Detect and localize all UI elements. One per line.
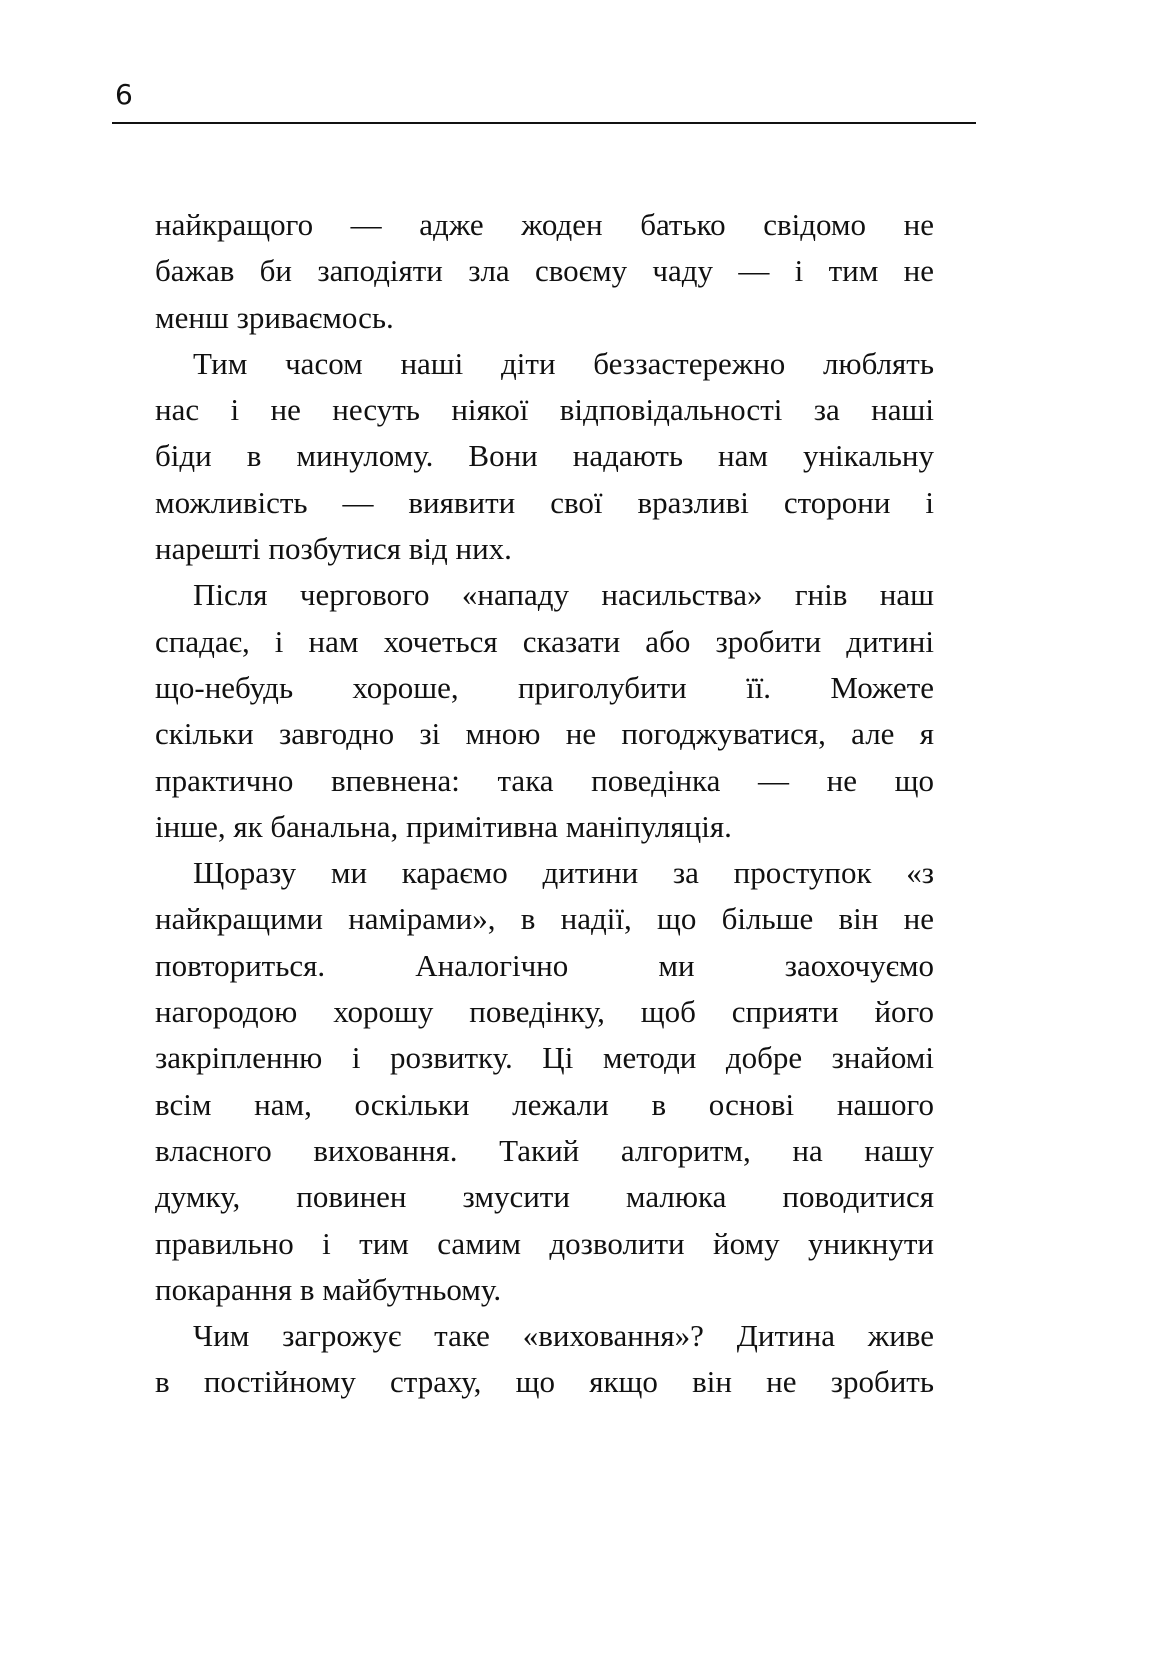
text-line: менш зриваємось. [155, 299, 394, 335]
text-line: спадає, і нам хочеться сказати або зробити дитині [155, 623, 934, 659]
body-text [155, 202, 934, 1406]
header-rule [112, 122, 976, 124]
paragraph [155, 572, 934, 850]
text-line: бажав би заподіяти зла своєму чаду — і тим не [155, 253, 934, 289]
text-line: що-небудь хороше, приголубити її. Можете [155, 669, 934, 705]
paragraph [155, 1313, 934, 1406]
text-line: думку, повинен змусити малюка поводитися [155, 1179, 934, 1215]
text-line: практично впевнена: така поведінка — не що [155, 762, 934, 798]
text-line: найкращими намірами», в надії, що більше він не [155, 901, 934, 937]
text-line: нарешті позбутися від них. [155, 531, 512, 567]
text-line: в постійному страху, що якщо він не зробить [155, 1364, 934, 1400]
text-line: інше, як банальна, примітивна маніпуляція. [155, 808, 732, 844]
paragraph [155, 850, 934, 1313]
text-line: власного виховання. Такий алгоритм, на нашу [155, 1132, 934, 1168]
paragraph [155, 341, 934, 572]
text-line: скільки завгодно зі мною не погоджуватися, але я [155, 716, 934, 752]
text-line: Чим загрожує таке «виховання»? Дитина живе [193, 1318, 934, 1354]
text-line: найкращого — адже жоден батько свідомо не [155, 207, 934, 242]
text-line: Щоразу ми караємо дитини за проступок «з [193, 855, 934, 891]
text-line: нагородою хорошу поведінку, щоб сприяти його [155, 994, 934, 1030]
text-line: біди в минулому. Вони надають нам унікальну [155, 438, 934, 474]
text-line: Тим часом наші діти беззастережно люблять [193, 345, 934, 381]
text-line: Після чергового «нападу насильства» гнів наш [193, 577, 934, 613]
text-line: можливість — виявити свої вразливі сторони і [155, 484, 934, 520]
page-number: 6 [115, 78, 133, 111]
text-line: правильно і тим самим дозволити йому уникнути [155, 1225, 934, 1261]
text-line: повториться. Аналогічно ми заохочуємо [155, 947, 934, 983]
paragraph [155, 202, 934, 341]
text-line: покарання в майбутньому. [155, 1271, 502, 1307]
text-line: всім нам, оскільки лежали в основі нашого [155, 1086, 934, 1122]
text-line: закріпленню і розвитку. Ці методи добре знайомі [155, 1040, 934, 1076]
text-line: нас і не несуть ніякої відповідальності за наші [155, 392, 934, 428]
